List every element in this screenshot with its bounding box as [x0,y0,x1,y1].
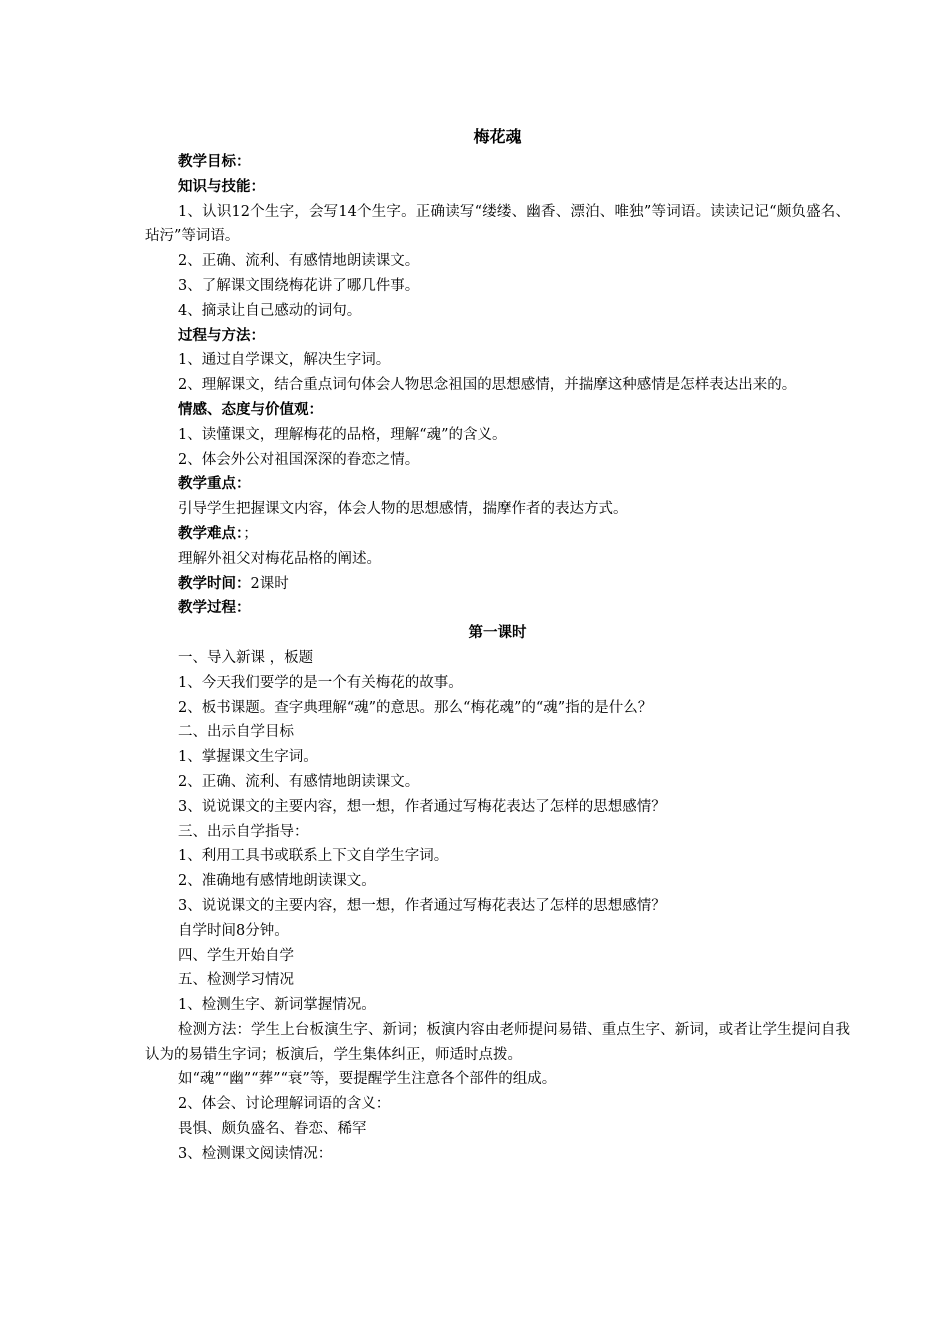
knowledge-heading: 知识与技能： [178,178,265,195]
knowledge-item-1: 1、认识12个生字，会写14个生字。正确读写“缕缕、幽香、漂泊、唯独”等词语。读读记记“颇负盛名、玷污”等词语。 [145,203,850,245]
objectives-heading: 教学目标： [178,154,251,170]
lesson-line: 三、出示自学指导： [178,823,309,840]
lesson-line: 一、导入新课 ，板题 [178,649,314,666]
lesson-line: 如“魂”“幽”“葬”“衰”等，要提醒学生注意各个部件的组成。 [178,1071,557,1088]
lesson-line: 2、正确、流利、有感情地朗读课文。 [178,773,420,790]
difficulty-suffix: ； [243,525,258,542]
emotion-item-2: 2、体会外公对祖国深深的眷恋之情。 [178,451,420,468]
document-title: 梅花魂 [473,127,522,146]
lesson-line: 1、今天我们要学的是一个有关梅花的故事。 [178,674,463,691]
lesson-line: 自学时间8分钟。 [178,922,289,939]
lesson-line: 3、说说课文的主要内容，想一想，作者通过写梅花表达了怎样的思想感情？ [178,798,666,815]
lesson-line: 1、检测生字、新词掌握情况。 [178,997,376,1014]
time-value: 2课时 [250,575,289,592]
procedure-heading: 教学过程： [178,600,251,617]
knowledge-item-2: 2、正确、流利、有感情地朗读课文。 [178,253,420,270]
lesson-line: 3、检测课文阅读情况： [178,1145,333,1162]
lesson-line: 四、学生开始自学 [178,947,294,964]
knowledge-item-3: 3、了解课文围绕梅花讲了哪几件事。 [178,277,420,294]
difficulty-text: 理解外祖父对梅花品格的阐述。 [178,550,381,567]
lesson-line: 五、检测学习情况 [178,972,294,989]
lesson-line: 1、利用工具书或联系上下文自学生字词。 [178,848,449,865]
knowledge-item-4: 4、摘录让自己感动的词句。 [178,302,362,319]
difficulty-heading: 教学难点： [178,525,244,542]
lesson-line: 检测方法：学生上台板演生字、新词；板演内容由老师提问易错、重点生字、新词，或者让学生提问自我认为的易错生字词；板演后，学生集体纠正，师适时点拨。 [145,1021,850,1063]
lesson-line: 3、说说课文的主要内容，想一想，作者通过写梅花表达了怎样的思想感情？ [178,897,666,914]
lesson-line: 二、出示自学目标 [178,724,294,741]
difficulty-line [145,522,850,547]
key-text: 引导学生把握课文内容，体会人物的思想感情，揣摩作者的表达方式。 [178,501,628,518]
time-heading: 教学时间： [178,575,251,592]
lesson-line: 1、掌握课文生字词。 [178,749,318,766]
emotion-item-1: 1、读懂课文，理解梅花的品格，理解“魂”的含义。 [178,426,507,443]
process-item-1: 1、通过自学课文，解决生字词。 [178,352,391,369]
emotion-heading: 情感、态度与价值观： [178,401,323,418]
document-body [145,124,850,1167]
lesson-line: 畏惧、颇负盛名、眷恋、稀罕 [178,1121,367,1138]
lesson-line: 2、体会、讨论理解词语的含义： [178,1096,391,1113]
lesson-title: 第一课时 [468,625,527,642]
process-item-2: 2、理解课文，结合重点词句体会人物思念祖国的思想感情，并揣摩这种感情是怎样表达出来的。 [178,377,797,394]
time-line [145,572,850,597]
process-heading: 过程与方法： [178,327,265,344]
lesson-line: 2、板书课题。查字典理解“魂”的意思。那么“梅花魂”的“魂”指的是什么？ [178,699,653,716]
key-heading: 教学重点： [178,476,251,493]
lesson-line: 2、准确地有感情地朗读课文。 [178,873,376,890]
